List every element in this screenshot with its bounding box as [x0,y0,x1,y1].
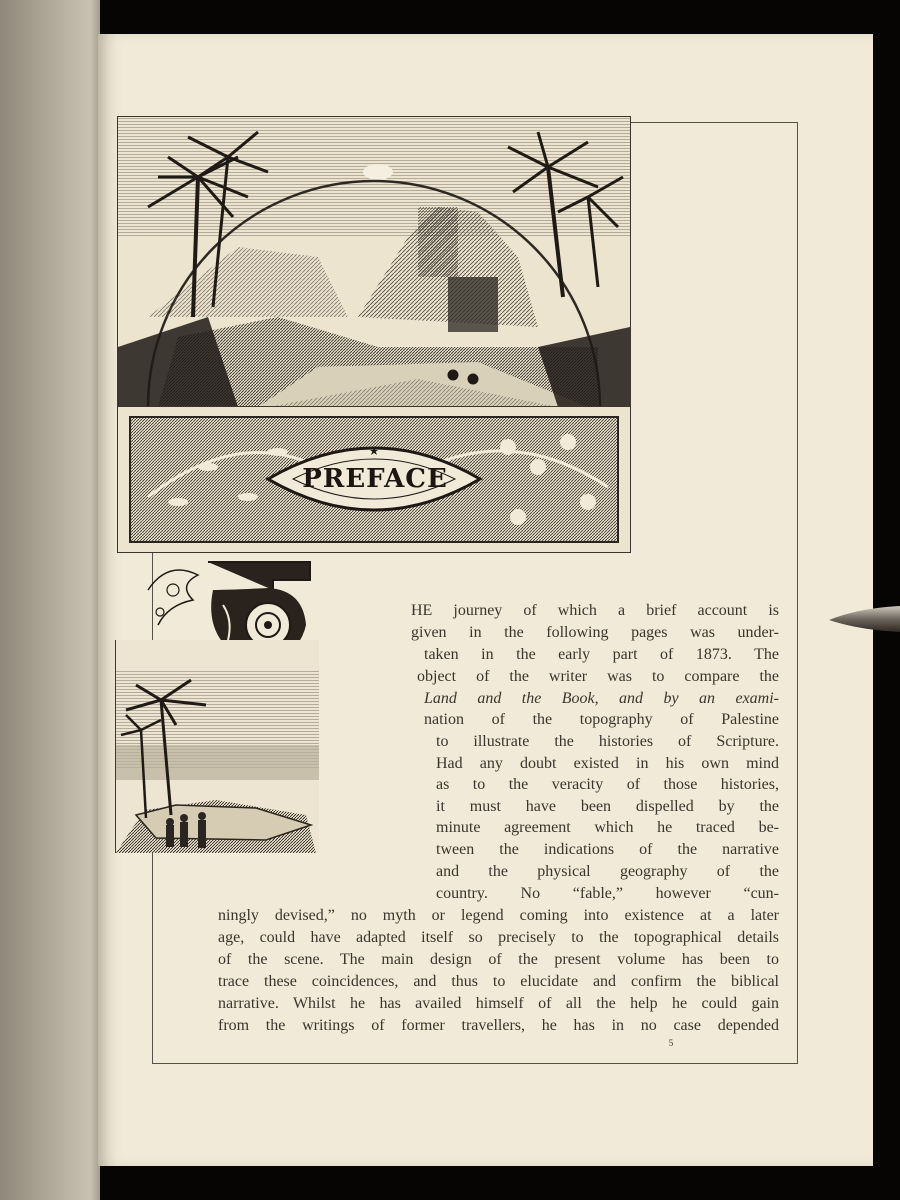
body-line: and the physical geography of the [436,863,779,880]
body-line: taken in the early part of 1873. The [424,646,779,663]
headpiece-engraving [117,116,631,408]
body-line: to illustrate the histories of Scripture. [436,733,779,750]
body-line: age, could have adapted itself so precisely to the topographical details [218,929,779,946]
body-line: country. No “fable,” however “cun- [436,885,779,902]
body-line: given in the following pages was under- [411,624,779,641]
body-line: as to the veracity of those histories, [436,776,779,793]
body-line: it must have been dispelled by the [436,798,779,815]
body-line: nation of the topography of Palestine [424,711,779,728]
body-line: object of the writer was to compare the [417,668,779,685]
tent-engraving [115,640,319,853]
body-line: Land and the Book, and by an exami- [424,690,779,707]
page-number: 5 [668,1038,674,1048]
body-line: of the scene. The main design of the present volume has been to [218,951,779,968]
facing-page-edge [0,0,100,1200]
body-line: minute agreement which he traced be- [436,819,779,836]
body-line: Had any doubt existed in his own mind [436,755,779,772]
page-clip [829,600,900,638]
body-line: ningly devised,” no myth or legend coming into existence at a later [218,907,779,924]
body-line: from the writings of former travellers, he has in no case depended [218,1017,779,1034]
body-line: HE journey of which a brief account is [411,602,779,619]
preface-heading: PREFACE [302,464,448,494]
body-line: narrative. Whilst he has availed himself of all the help he could gain [218,995,779,1012]
body-line: tween the indications of the narrative [436,841,779,858]
body-line: trace these coincidences, and thus to elucidate and confirm the biblical [218,973,779,990]
